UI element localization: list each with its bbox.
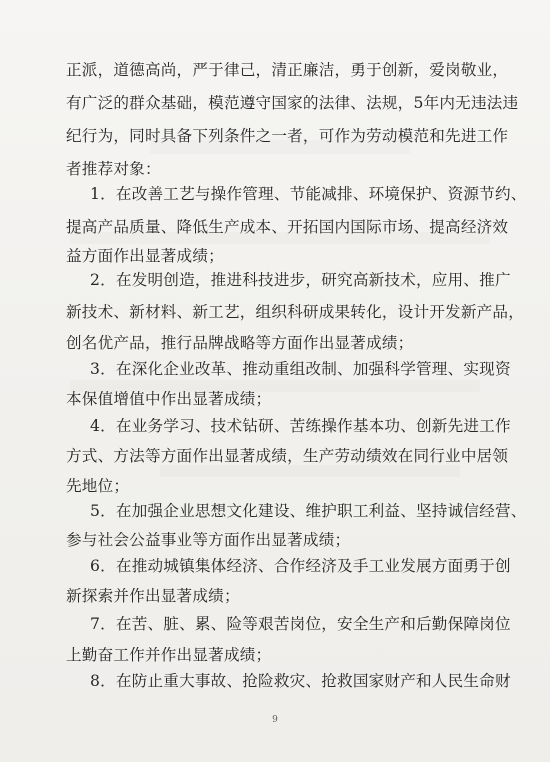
page-number: 9 (272, 715, 278, 725)
list-item-2-line: 2．在发明创造，推进科技进步，研究高新技术，应用、推广 (90, 271, 511, 289)
body-text-line: 有广泛的群众基础，模范遵守国家的法律、法规，5年内无违法违 (66, 94, 519, 112)
list-item-1-line: 1．在改善工艺与操作管理、节能减排、环境保护、资源节约、 (90, 185, 527, 203)
body-text-line: 者推荐对象： (66, 160, 161, 178)
body-text-line: 正派，道德高尚，严于律己，清正廉洁，勇于创新，爱岗敬业， (66, 61, 509, 79)
list-item-4-line: 方式、方法等方面作出显著成绩，生产劳动绩效在同行业中居领 (66, 447, 509, 465)
list-item-1-line: 提高产品质量、降低生产成本、开拓国内国际市场、提高经济效 (66, 218, 509, 236)
list-item-6-line: 新探索并作出显著成绩； (66, 587, 240, 605)
list-item-4-line: 4．在业务学习、技术钻研、苦练操作基本功、创新先进工作 (90, 417, 511, 435)
list-item-3-line: 本保值增值中作出显著成绩； (66, 390, 272, 408)
list-item-1-line: 益方面作出显著成绩； (66, 247, 224, 265)
list-item-7-line: 上勤奋工作并作出显著成绩； (66, 646, 272, 664)
list-item-2-line: 新技术、新材料、新工艺，组织科研成果转化，设计开发新产品， (66, 303, 525, 321)
list-item-3-line: 3．在深化企业改革、推动重组改制、加强科学管理、实现资 (90, 360, 511, 378)
list-item-7-line: 7．在苦、脏、累、险等艰苦岗位，安全生产和后勤保障岗位 (90, 615, 511, 633)
list-item-2-line: 创名优产品，推行品牌战略等方面作出显著成绩； (66, 334, 414, 352)
list-item-6-line: 6．在推动城镇集体经济、合作经济及手工业发展方面勇于创 (90, 557, 511, 575)
list-item-5-line: 参与社会公益事业等方面作出显著成绩； (66, 531, 351, 549)
body-text-line: 纪行为，同时具备下列条件之一者，可作为劳动模范和先进工作 (66, 127, 509, 145)
list-item-8-line: 8．在防止重大事故、抢险救灾、抢救国家财产和人民生命财 (90, 672, 511, 690)
list-item-5-line: 5．在加强企业思想文化建设、维护职工利益、坚持诚信经营、 (90, 502, 527, 520)
list-item-4-line: 先地位； (66, 477, 130, 495)
